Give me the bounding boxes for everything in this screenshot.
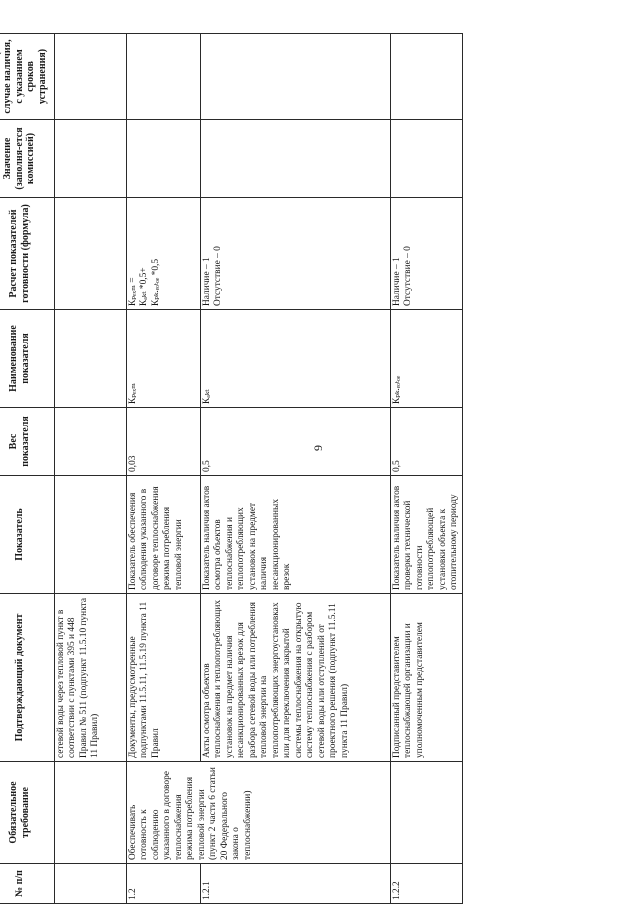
cell-document: Документы, предусмотренные подпунктами 11.5.11, 11.5.19 пункта 11 Правил: [127, 594, 201, 762]
cell-value: [127, 120, 201, 198]
cell-num: 1.2: [127, 864, 201, 904]
cell-calc: [391, 198, 463, 310]
cell-value: [55, 120, 127, 198]
cell-num: 1.2.2: [391, 864, 463, 904]
table-row: [391, 34, 463, 904]
cell-document: сетевой воды через тепловой пункт в соответствии с пунктами 395 и 448 Правил № 511 (подпункт 11.5.10 пункта 11 Правил): [55, 594, 127, 762]
formula-line: Кₚₖ.ₑₒₜₒₑ *0,5: [150, 258, 161, 306]
cell-num: [55, 864, 127, 904]
cell-indicator: Показатель наличия актов осмотра объектов теплоснабжения и теплопотребляющих установок на предмет наличия несанкционированных врезок: [201, 476, 391, 594]
cell-value: [391, 120, 463, 198]
cell-weight: 0,5: [201, 408, 391, 476]
cell-weight: 0,03: [127, 408, 201, 476]
header-name: Наименование показателя: [0, 310, 55, 408]
cell-name: Кₚₑₓₘ: [127, 310, 201, 408]
cell-requirement: Обеспечивать готовность к соблюдению указанного в договоре теплоснабжения режима потребления тепловой энергии (пункт 2 части 6 статьи 20 Федерального закона о теплоснабжении): [127, 762, 391, 864]
header-requirement: Обязательное требование: [0, 762, 55, 864]
formula-line: Отсутствие – 0: [213, 246, 224, 306]
cell-name: Кₐₖₜ: [201, 310, 391, 408]
formula-line: Наличие – 1: [392, 257, 402, 306]
cell-indicator: Показатель обеспечения соблюдения указанного в договоре теплоснабжения режима потребления тепловой энергии: [127, 476, 201, 594]
cell-weight: [55, 408, 127, 476]
readiness-table: [0, 33, 463, 904]
table-row: [127, 34, 201, 904]
cell-remark: [391, 34, 463, 120]
cell-requirement: [55, 762, 127, 864]
cell-requirement: [391, 762, 463, 864]
formula-line: Отсутствие – 0: [403, 246, 414, 306]
cell-weight: 0,5: [391, 408, 463, 476]
header-num: № п/п: [0, 864, 55, 904]
page-number: 9: [311, 445, 325, 451]
header-document: Подтверждающий документ: [0, 594, 55, 762]
cell-calc: [55, 198, 127, 310]
header-calc: Расчет показателей готовности (формула): [0, 198, 55, 310]
table-header-row: [0, 34, 55, 904]
cell-calc: [201, 198, 391, 310]
formula-line: Кₚₑₓₘ =: [128, 277, 138, 306]
cell-remark: [55, 34, 127, 120]
cell-document: Подписанный представителем теплоснабжающей организации и уполномоченным представителем: [391, 594, 463, 762]
cell-num: 1.2.1: [201, 864, 391, 904]
cell-value: [201, 120, 391, 198]
cell-indicator: Показатель наличия актов проверки технической готовности теплопотребляющей установки объекта к отопительному периоду: [391, 476, 463, 594]
header-value: Значение (заполня-ется комиссией): [0, 120, 55, 198]
cell-name: [55, 310, 127, 408]
formula-line: Кₐₖₜ *0,5+: [139, 267, 150, 306]
header-remark: случае наличия, с указанием сроков устранения): [0, 34, 55, 120]
formula-line: Наличие – 1: [202, 257, 212, 306]
cell-document: Акты осмотра объектов теплоснабжения и теплопотребляющих установок на предмет наличия несанкционированных врезок для разбора сетевой воды или потребления тепловой энергии на теплопотребляющих энергоустановках или для переключения закрытой системы теплоснабжения на открытую систему теплоснабжения с разбором сетевой воды или отступлений от проектного решения (подпункт 11.5.11 пункта 11 Правил): [201, 594, 391, 762]
cell-remark: [127, 34, 201, 120]
cell-indicator: [55, 476, 127, 594]
cell-calc: [127, 198, 201, 310]
table-row: [55, 34, 127, 904]
cell-name: Кₚₖ.ₑₒₜₒₑ: [391, 310, 463, 408]
rotated-page: [0, 34, 464, 904]
header-indicator: Показатель: [0, 476, 55, 594]
header-weight: Вес показателя: [0, 408, 55, 476]
cell-remark: [201, 34, 391, 120]
